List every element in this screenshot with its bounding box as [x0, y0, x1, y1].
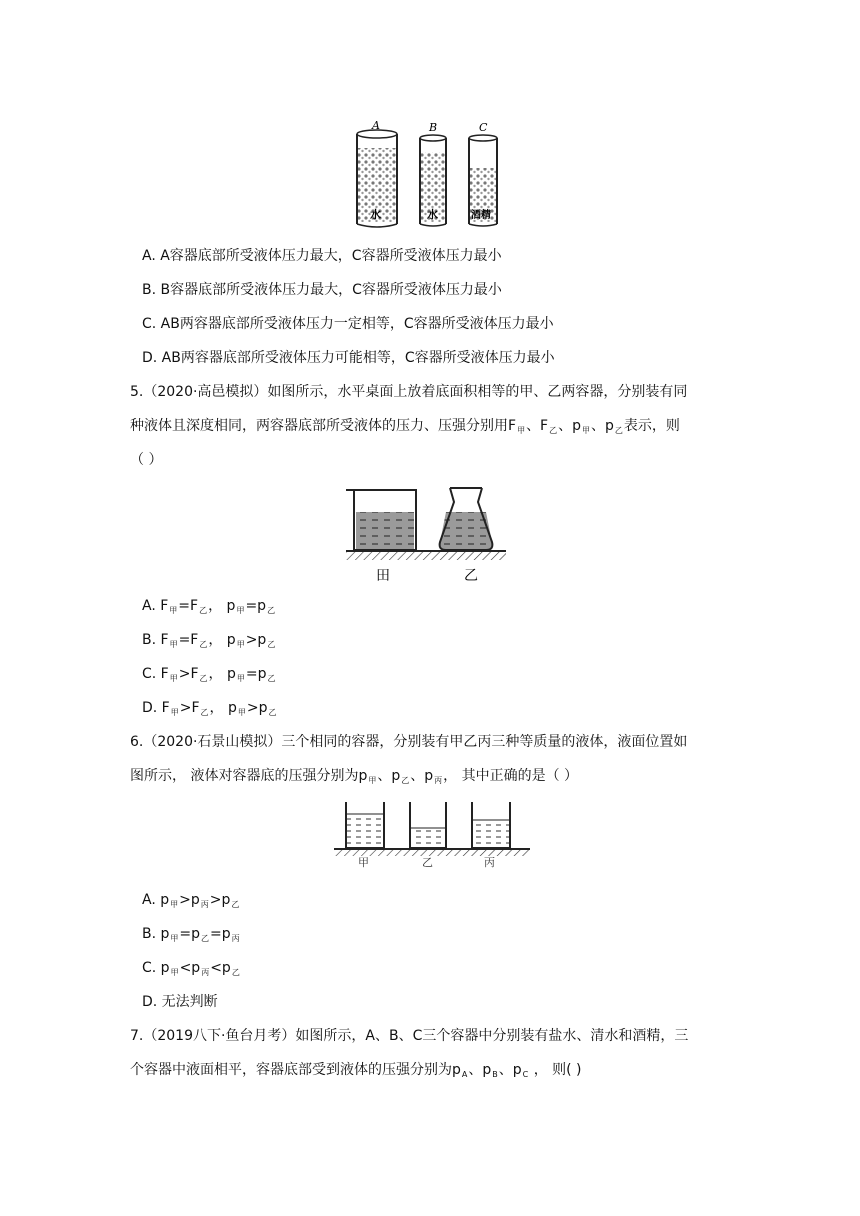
q5-option-d: D. $F_甲>F_乙$， $p_甲>p_乙$	[142, 700, 277, 717]
q6-option-a: A. $p_甲>p_丙>p_乙$	[142, 892, 240, 909]
fig6-label-bing: 丙	[484, 856, 495, 868]
q6-option-d: D. 无法判断	[142, 994, 218, 1010]
q4-option-b: B. B容器底部所受液体压力最大，C容器所受液体压力最小	[142, 282, 502, 298]
q4-option-c: C. AB两容器底部所受液体压力一定相等，C容器所受液体压力最小	[142, 316, 554, 332]
q4-option-d: D. AB两容器底部所受液体压力可能相等，C容器所受液体压力最小	[142, 350, 555, 366]
fig5-label-jia: 田	[376, 568, 390, 584]
q7-stem-line1: 7.（2019八下·鱼台月考）如图所示，A、B、C三个容器中分别装有盐水、清水和酒精，三	[130, 1028, 689, 1044]
q5-option-a: A. $F_甲=F_乙$， $p_甲=p_乙$	[142, 598, 276, 615]
fig6-label-jia: 甲	[358, 856, 369, 868]
liquid-b: 水	[427, 208, 438, 221]
q6-stem-line1: 6.（2020·石景山模拟）三个相同的容器，分别装有甲乙丙三种等质量的液体，液面位置如	[130, 734, 688, 750]
q6-option-c: C. $p_甲<p_丙<p_乙$	[142, 960, 240, 977]
q7-stem-line2: 个容器中液面相平，容器底部受到液体的压强分别为$p_A$、$p_B$、$p_C$ ， 则( )	[130, 1062, 582, 1079]
figure-three-containers	[334, 798, 530, 868]
q5-option-c: C. $F_甲>F_乙$， $p_甲=p_乙$	[142, 666, 276, 683]
q6-option-b: B. $p_甲=p_乙=p_丙$	[142, 926, 240, 943]
fig5-label-yi: 乙	[464, 568, 478, 584]
q6-stem-line2: 图所示， 液体对容器底的压强分别为$p_甲$、$p_乙$、$p_丙$， 其中正确的是（ ）	[130, 768, 579, 785]
q5-stem-line3: （ ）	[130, 452, 163, 468]
q5-stem-line1: 5.（2020·高邑模拟）如图所示，水平桌面上放着底面积相等的甲、乙两容器，分别装有同	[130, 384, 688, 400]
liquid-a: 水	[370, 208, 381, 221]
q5-stem-line2: 种液体且深度相同，两容器底部所受液体的压力、压强分别用$F_甲$、$F_乙$、$p_甲$、$p_乙$表示，则	[130, 418, 680, 435]
figure-three-cylinders	[350, 118, 510, 230]
fig6-label-yi: 乙	[422, 856, 433, 868]
label-a: A	[372, 119, 380, 132]
q5-option-b: B. $F_甲=F_乙$， $p_甲>p_乙$	[142, 632, 276, 649]
label-b: B	[429, 121, 438, 134]
label-c: C	[479, 121, 488, 134]
liquid-c: 酒精	[471, 210, 491, 221]
figure-jia-yi-containers	[346, 484, 514, 584]
q4-option-a: A. A容器底部所受液体压力最大，C容器所受液体压力最小	[142, 248, 502, 264]
